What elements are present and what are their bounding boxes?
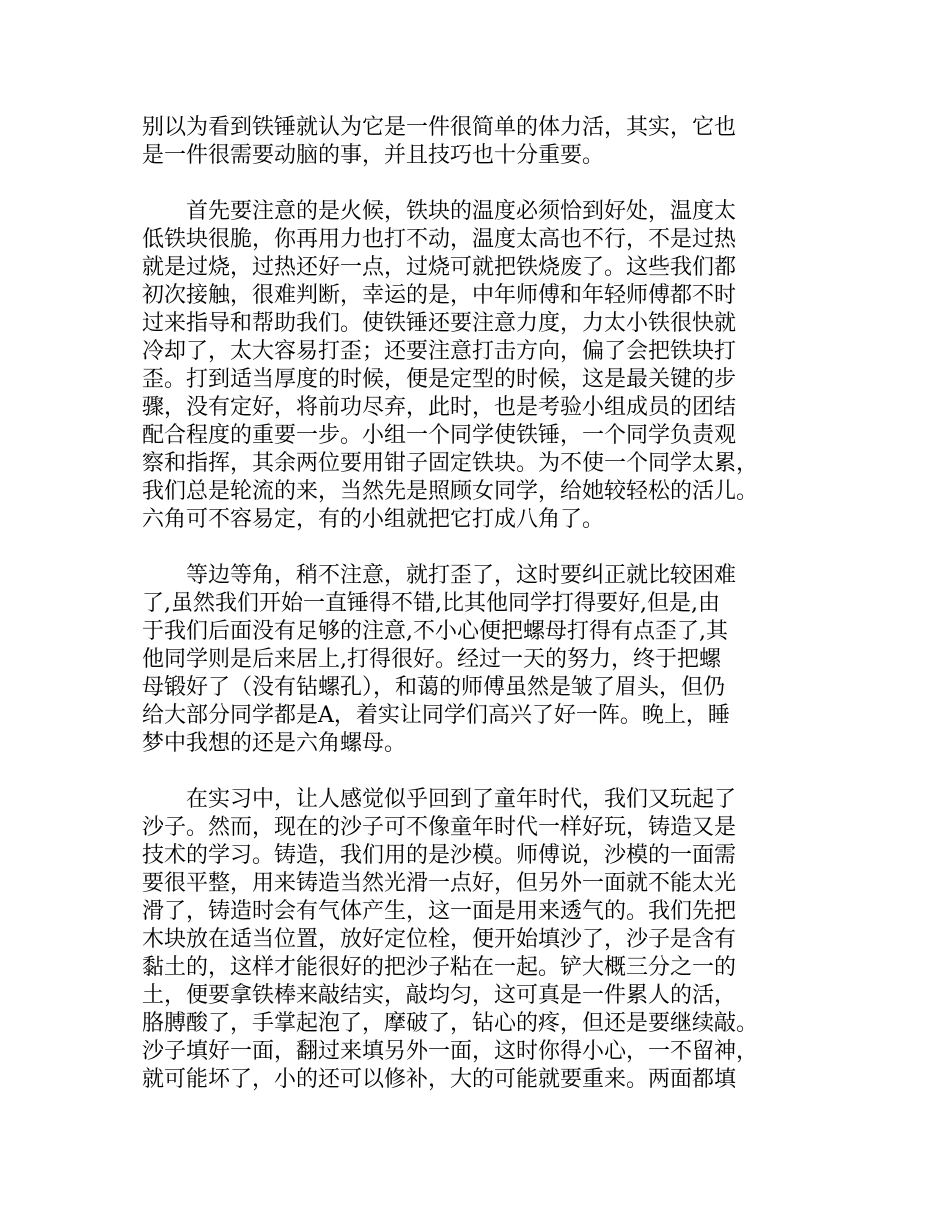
text-line: 我们总是轮流的来，当然先是照顾女同学，给她较轻松的活儿。: [142, 479, 759, 504]
text-line: 就可能坏了，小的还可以修补，大的可能就要重来。两面都填: [142, 1067, 737, 1092]
text-line: 是一件很需要动脑的事，并且技巧也十分重要。: [142, 143, 605, 168]
text-line: 六角可不容易定，有的小组就把它打成八角了。: [142, 507, 605, 532]
paragraph: [142, 786, 832, 1094]
text-line: 他同学则是后来居上,打得很好。经过一天的努力，终于把螺: [142, 647, 721, 672]
document-page: [142, 114, 832, 1122]
text-line: 沙子填好一面，翻过来填另外一面，这时你得小心，一不留神，: [142, 1039, 759, 1064]
text-line: 察和指挥，其余两位要用钳子固定铁块。为不使一个同学太累，: [142, 451, 759, 476]
paragraph: [142, 114, 832, 170]
text-line: 了,虽然我们开始一直锤得不错,比其他同学打得要好,但是,由: [142, 591, 720, 616]
text-line: 滑了，铸造时会有气体产生，这一面是用来透气的。我们先把: [142, 899, 737, 924]
text-line: 歪。打到适当厚度的时候，便是定型的时候，这是最关键的步: [142, 367, 737, 392]
text-line: 母锻好了（没有钻螺孔），和蔼的师傅虽然是皱了眉头，但仍: [142, 675, 726, 700]
text-line: 配合程度的重要一步。小组一个同学使铁锤，一个同学负责观: [142, 423, 737, 448]
paragraph: [142, 562, 832, 758]
text-line: 初次接触，很难判断，幸运的是，中年师傅和年轻师傅都不时: [142, 283, 737, 308]
text-line: 给大部分同学都是A，着实让同学们高兴了好一阵。晚上，睡: [142, 703, 730, 728]
text-line: 骤，没有定好，将前功尽弃，此时，也是考验小组成员的团结: [142, 395, 737, 420]
text-line: 黏土的，这样才能很好的把沙子粘在一起。铲大概三分之一的: [142, 955, 737, 980]
text-line: 就是过烧，过热还好一点，过烧可就把铁烧废了。这些我们都: [142, 255, 737, 280]
text-line: 木块放在适当位置，放好定位栓，便开始填沙了，沙子是含有: [142, 927, 737, 952]
text-line: 要很平整，用来铸造当然光滑一点好，但另外一面就不能太光: [142, 871, 737, 896]
text-line: 土，便要拿铁棒来敲结实，敲均匀，这可真是一件累人的活，: [142, 983, 737, 1008]
text-line: 在实习中，让人感觉似乎回到了童年时代，我们又玩起了: [142, 787, 737, 812]
text-line: 过来指导和帮助我们。使铁锤还要注意力度，力太小铁很快就: [142, 311, 737, 336]
text-line: 于我们后面没有足够的注意,不小心便把螺母打得有点歪了,其: [142, 619, 728, 644]
text-line: 沙子。然而，现在的沙子可不像童年时代一样好玩，铸造又是: [142, 815, 737, 840]
text-line: 梦中我想的还是六角螺母。: [142, 731, 407, 756]
text-line: 技术的学习。铸造，我们用的是沙模。师傅说，沙模的一面需: [142, 843, 737, 868]
text-line: 胳膊酸了，手掌起泡了，摩破了，钻心的疼，但还是要继续敲。: [142, 1011, 759, 1036]
text-line: 低铁块很脆，你再用力也打不动，温度太高也不行，不是过热: [142, 227, 737, 252]
text-line: 首先要注意的是火候，铁块的温度必须恰到好处，温度太: [142, 199, 737, 224]
text-line: 冷却了，太大容易打歪；还要注意打击方向，偏了会把铁块打: [142, 339, 737, 364]
paragraph: [142, 198, 832, 534]
text-line: 等边等角，稍不注意，就打歪了，这时要纠正就比较困难: [142, 563, 737, 588]
text-line: 别以为看到铁锤就认为它是一件很简单的体力活，其实，它也: [142, 115, 737, 140]
